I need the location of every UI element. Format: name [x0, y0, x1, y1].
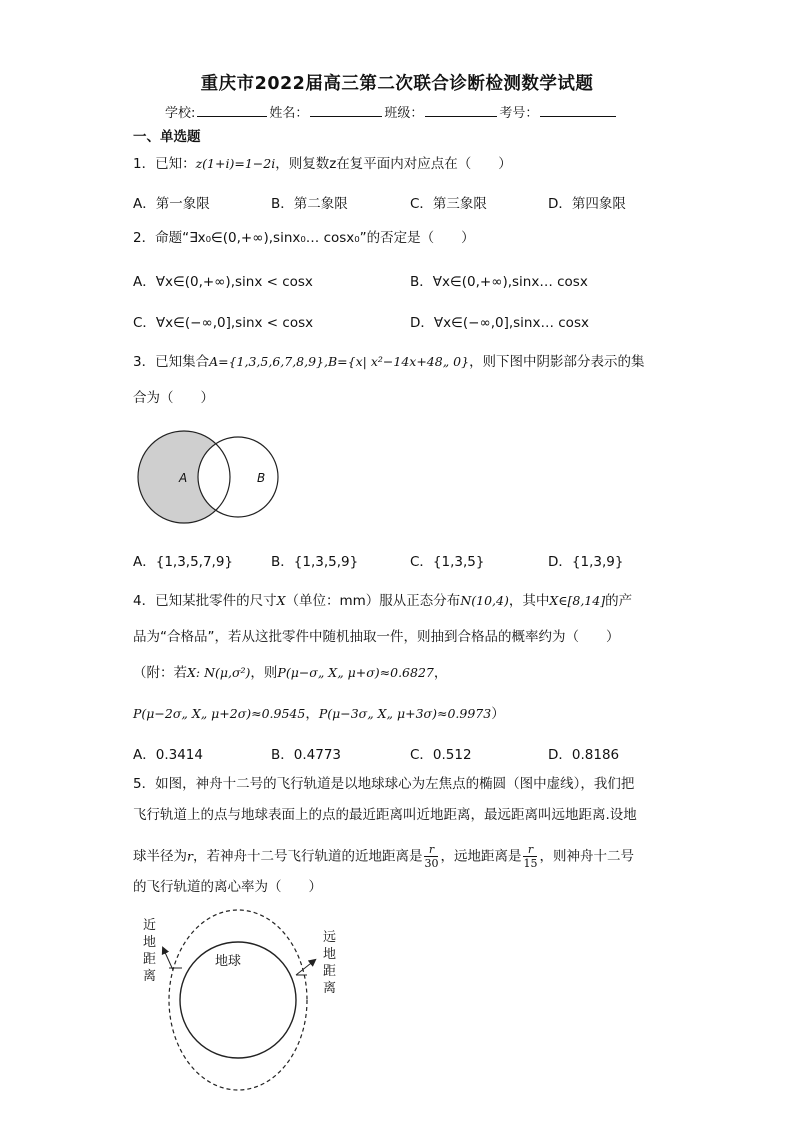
- exam-title: 重庆市2022届高三第二次联合诊断检测数学试题: [200, 74, 594, 94]
- q3-prefix: 3．已知集合: [133, 354, 210, 370]
- exam-no-blank[interactable]: [540, 103, 616, 117]
- name-blank[interactable]: [310, 103, 382, 117]
- near-label-3: 距: [143, 952, 157, 967]
- question-3-line-2: 合为（ ）: [133, 390, 214, 406]
- exam-no-label: 考号：: [499, 106, 539, 121]
- question-5-line-2: 飞行轨道上的点与地球表面上的点的最近距离叫近地距离，最远距离叫远地距离.设地: [133, 807, 637, 823]
- q1-option-d[interactable]: D．第四象限: [548, 196, 626, 212]
- q3-sets-expr: A={1,3,5,6,7,8,9},B={x| x²−14x+48„ 0}: [209, 354, 470, 369]
- orbit-ellipse: [169, 910, 307, 1090]
- question-4-line-3: [133, 664, 447, 682]
- q5-prefix: 球半径为: [133, 848, 187, 865]
- q4-distribution: N(10,4): [460, 593, 509, 608]
- venn-label-b: B: [257, 471, 266, 485]
- question-5-line-1: 5．如图，神舟十二号的飞行轨道是以地球球心为左焦点的椭圆（图中虚线），我们把: [133, 776, 635, 792]
- q3-suffix: ，则下图中阴影部分表示的集: [469, 354, 645, 370]
- q1-option-c[interactable]: C．第三象限: [410, 196, 487, 212]
- q2-option-d[interactable]: D．∀x∈(−∞,0],sinx… cosx: [410, 315, 589, 331]
- q1-text: ，则复数z在复平面内对应点在（ ）: [275, 156, 512, 172]
- venn-label-a: A: [179, 471, 188, 485]
- q4-option-a[interactable]: A．0.3414: [133, 747, 203, 763]
- q4-prob-2sigma: P(μ−2σ„ X„ μ+2σ)≈0.9545: [133, 706, 306, 721]
- q2-option-c[interactable]: C．∀x∈(−∞,0],sinx < cosx: [133, 315, 314, 331]
- near-label-4: 离: [143, 969, 157, 984]
- q4-prob-1sigma: P(μ−σ„ X„ μ+σ)≈0.6827: [277, 665, 434, 680]
- q5-near-fraction: $\frac{r}{30}$: [424, 843, 439, 870]
- far-label-1: 远: [323, 930, 337, 945]
- question-5-line-3: [133, 843, 634, 870]
- name-label: 姓名：: [269, 106, 309, 121]
- question-4-line-4: [133, 705, 505, 723]
- q4-option-b[interactable]: B．0.4773: [271, 747, 341, 763]
- q3-option-d[interactable]: D．{1,3,9}: [548, 554, 624, 570]
- far-label-4: 离: [323, 981, 337, 996]
- q1-prefix: 1．已知：: [133, 156, 196, 172]
- class-blank[interactable]: [425, 103, 497, 117]
- q4-x: X: [276, 593, 286, 608]
- far-distance-arrow: [296, 960, 315, 975]
- question-2: 2．命题“∃x₀∈(0,+∞),sinx₀… cosx₀”的否定是（ ）: [133, 230, 475, 246]
- class-label: 班级：: [384, 106, 424, 121]
- near-distance-arrow: [163, 948, 173, 970]
- q5-mid: ，若神舟十二号飞行轨道的近地距离是: [192, 848, 423, 865]
- q2-option-a[interactable]: A．∀x∈(0,+∞),sinx < cosx: [133, 274, 313, 290]
- question-4-line-1: [133, 592, 632, 610]
- q5-suffix: ，则神舟十二号: [539, 848, 634, 865]
- question-3-line-1: [133, 353, 645, 371]
- q4-unit: （单位：mm）服从正态分布: [285, 593, 461, 609]
- q5-radius: r: [187, 848, 193, 864]
- school-blank[interactable]: [197, 103, 267, 117]
- near-label-1: 近: [143, 918, 157, 933]
- question-4-line-2: 品为“合格品”，若从这批零件中随机抽取一件，则抽到合格品的概率约为（ ）: [133, 629, 620, 645]
- q4-prob-3sigma: P(μ−3σ„ X„ μ+3σ)≈0.9973: [318, 706, 492, 721]
- q4-note-prefix: （附：若: [133, 665, 187, 681]
- earth-label: 地球: [215, 954, 242, 969]
- q4-close: ）: [491, 706, 505, 722]
- section-heading: 一、单选题: [133, 129, 201, 145]
- venn-diagram: [133, 420, 288, 530]
- school-label: 学校:: [165, 106, 196, 121]
- q4-prefix: 4．已知某批零件的尺寸: [133, 593, 277, 609]
- q4-note-mid: ，则: [250, 665, 278, 681]
- q1-expr: z(1+i)=1−2i: [195, 156, 276, 171]
- q4-option-c[interactable]: C．0.512: [410, 747, 472, 763]
- q2-option-b[interactable]: B．∀x∈(0,+∞),sinx… cosx: [410, 274, 588, 290]
- q1-option-a[interactable]: A．第一象限: [133, 196, 210, 212]
- q4-suffix: 的产: [605, 593, 633, 609]
- q1-option-b[interactable]: B．第二象限: [271, 196, 348, 212]
- q4-range: X∈[8,14]: [549, 593, 606, 608]
- q3-option-c[interactable]: C．{1,3,5}: [410, 554, 485, 570]
- venn-set-b: [198, 437, 278, 517]
- question-1: [133, 155, 512, 173]
- student-info-line: [165, 102, 618, 121]
- q4-mid: ，其中: [508, 593, 550, 609]
- q4-sep: ，: [305, 706, 319, 722]
- q5-mid2: ，远地距离是: [440, 848, 522, 865]
- far-label-2: 地: [323, 947, 337, 962]
- near-label-2: 地: [143, 935, 157, 950]
- q5-far-fraction: $\frac{r}{15}$: [523, 843, 538, 870]
- q4-note-suffix: ，: [433, 665, 448, 681]
- question-5-line-4: 的飞行轨道的离心率为（ ）: [133, 879, 322, 895]
- q4-note-dist: X: N(μ,σ²): [187, 665, 251, 680]
- q3-option-a[interactable]: A．{1,3,5,7,9}: [133, 554, 234, 570]
- q4-option-d[interactable]: D．0.8186: [548, 747, 620, 763]
- far-label-3: 距: [323, 964, 337, 979]
- orbit-diagram: [133, 905, 358, 1095]
- q3-option-b[interactable]: B．{1,3,5,9}: [271, 554, 359, 570]
